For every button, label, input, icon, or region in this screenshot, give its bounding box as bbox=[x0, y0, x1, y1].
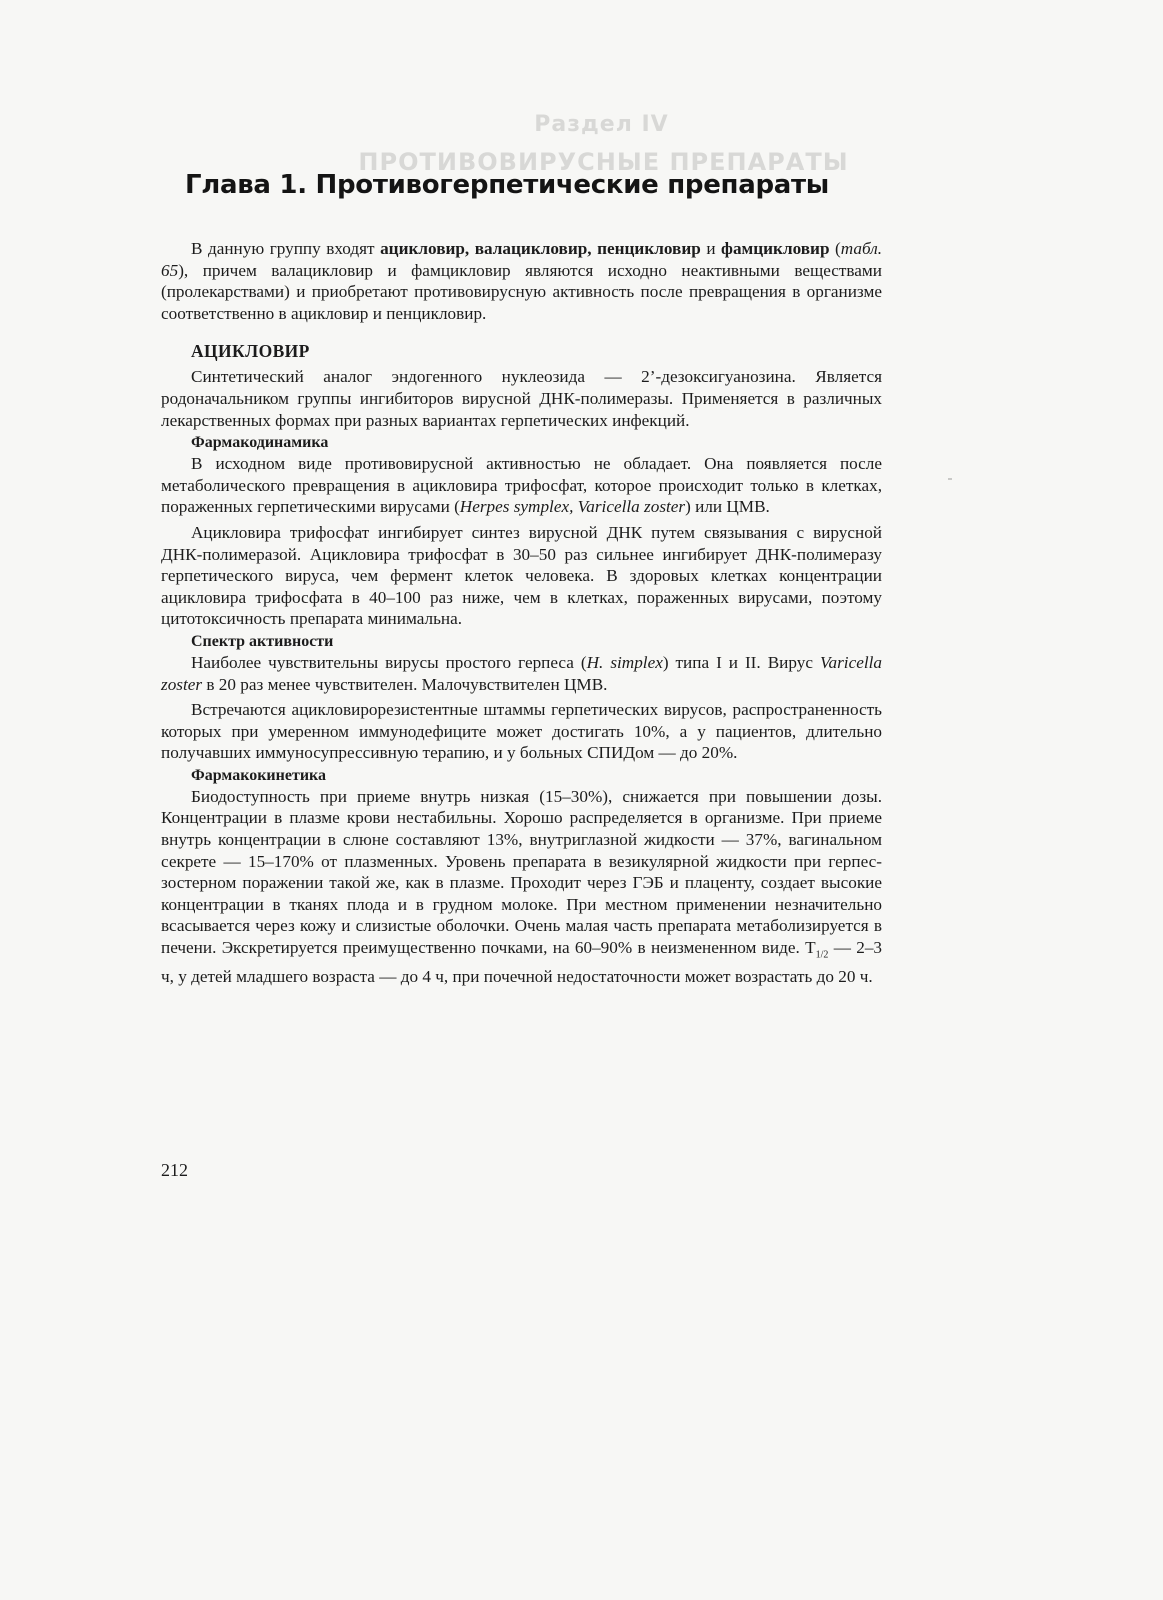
bleed-through-text: Раздел IV bbox=[534, 112, 669, 137]
scan-artifact bbox=[948, 478, 952, 480]
page-content bbox=[161, 170, 882, 988]
spectrum-paragraph: Наиболее чувствительны вирусы простого герпеса (H. simplex) типа I и II. Вирус Varicella zoster в 20 раз менее чувствителен. Малочувствителен ЦМВ. bbox=[161, 652, 882, 694]
section-heading-pharmacokinetics: Фармакокинетика bbox=[191, 766, 327, 784]
section-heading-pharmacodynamics: Фармакодинамика bbox=[191, 434, 329, 452]
intro-paragraph: В данную группу входят ацикловир, валацикловир, пенцикловир и фамцикловир (табл. 65), причем валацикловир и фамцикловир являются исходно неактивными веществами (пролекарствами) и приобретают противовирусную активность после превращения в организме соответственно в ацикловир и пенцикловир. bbox=[161, 239, 882, 323]
pharmacokinetics-paragraph: Биодоступность при приеме внутрь низкая (15–30%), снижается при повышении дозы. Концентрации в плазме крови нестабильны. Хорошо распределяется в организме. При приеме внутрь концентрации в слюне составляют 13%, внутриглазной жидкости — 37%, вагинальном секрете — 15–170% от плазменных. Уровень препарата в везикулярной жидкости при герпес-зостерном поражении такой же, как в плазме. Проходит через ГЭБ и плаценту, создает высокие концентрации в тканях плода и в грудном молоке. При местном применении незначительно всасывается через кожу и слизистые оболочки. Очень малая часть препарата метаболизируется в печени. Экскретируется преимущественно почками, на 60–90% в неизмененном виде. $T_{1/2}$ — 2–3 ч, у детей младшего возраста — до 4 ч, при почечной недостаточности может возрастать до 20 ч. bbox=[161, 786, 883, 987]
pharmacodynamics-paragraph: Ацикловира трифосфат ингибирует синтез вирусной ДНК путем связывания с вирусной ДНК-полимеразой. Ацикловира трифосфат в 30–50 раз сильнее ингибирует ДНК-полимеразу герпетического вируса, чем фермент клеток человека. В здоровых клетках концентрации ацикловира трифосфата в 40–100 раз ниже, чем в клетках, пораженных вирусами, поэтому цитотоксичность препарата минимальна. bbox=[161, 522, 882, 629]
chapter-title: Глава 1. Противогерпетические препараты bbox=[185, 170, 829, 200]
spectrum-paragraph: Встречаются ацикловирорезистентные штаммы герпетических вирусов, распространенность которых при умеренном иммунодефиците может достигать 10%, а у пациентов, длительно получавших иммуносупрессивную терапию, и у больных СПИДом — до 20%. bbox=[161, 700, 882, 763]
section-heading-spectrum: Спектр активности bbox=[191, 632, 334, 650]
drug-description: Синтетический аналог эндогенного нуклеозида — 2’-дезоксигуанозина. Является родоначальником группы ингибиторов вирусной ДНК-полимеразы. Применяется в различных лекарственных формах при разных вариантах герпетических инфекций. bbox=[161, 367, 882, 430]
bleed-through-text: ПРОТИВОВИРУСНЫЕ ПРЕПАРАТЫ bbox=[358, 148, 849, 176]
text-body bbox=[161, 238, 882, 988]
drug-heading: АЦИКЛОВИР bbox=[191, 341, 310, 362]
pharmacodynamics-paragraph: В исходном виде противовирусной активностью не обладает. Она появляется после метаболического превращения в ацикловира трифосфат, которое происходит только в клетках, пораженных герпетическими вирусами (Herpes symplex, Varicella zoster) или ЦМВ. bbox=[161, 454, 882, 517]
page-number: 212 bbox=[161, 1160, 188, 1180]
